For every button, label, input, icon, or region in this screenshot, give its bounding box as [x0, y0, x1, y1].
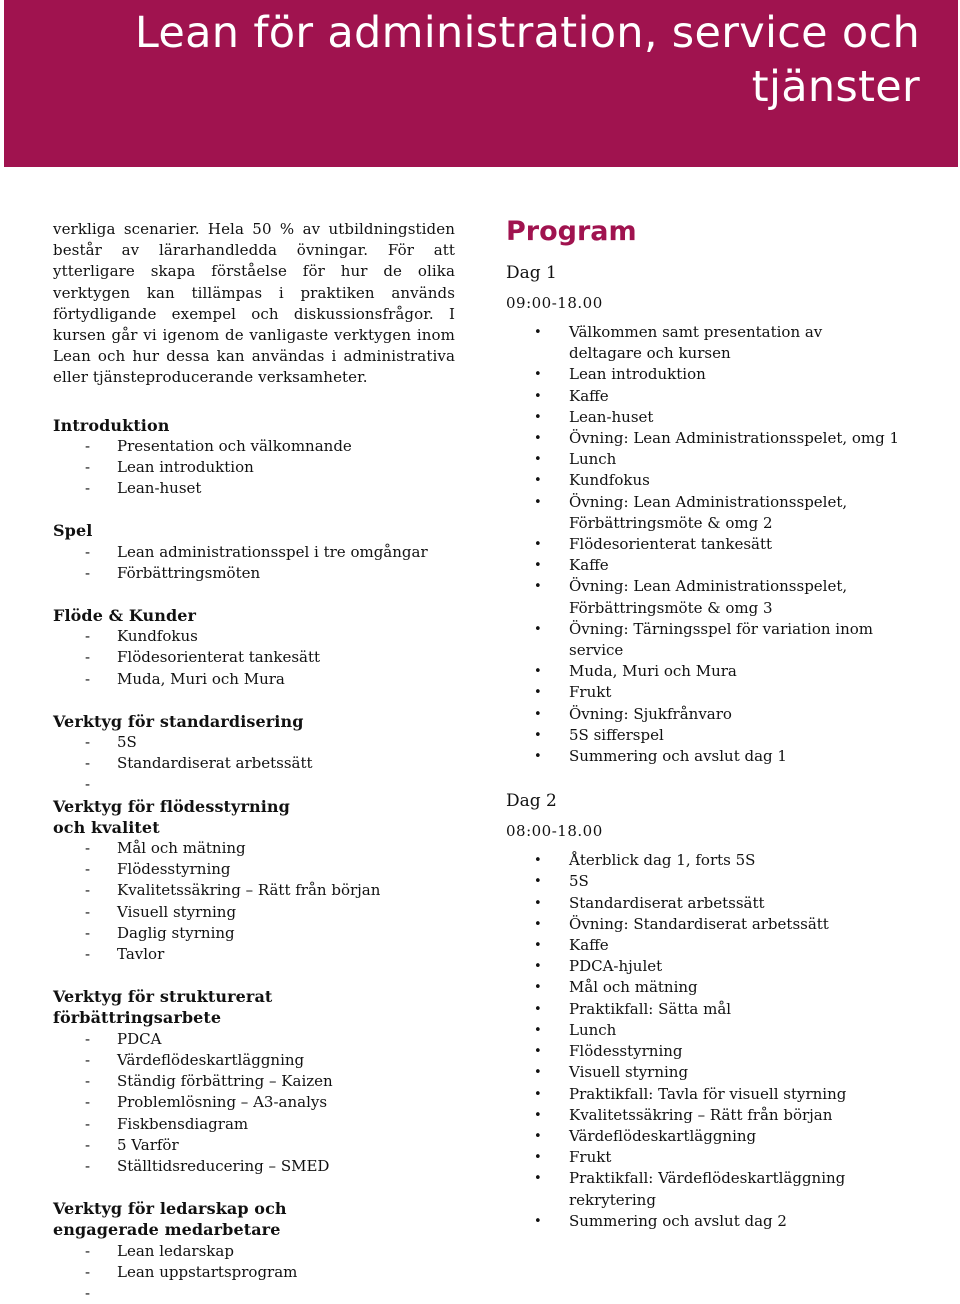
agenda-item	[506, 1126, 926, 1147]
agenda-item-text: Frukt	[569, 683, 612, 702]
section-list	[53, 732, 455, 796]
intro-paragraph: verkliga scenarier. Hela 50 % av utbildningstiden består av lärarhandledda övningar. För att ytterligare skapa förståelse för hur de olika verktygen kan tillämpas i praktiken används förtydligande exempel och diskussionsfrågor. I kursen går vi igenom de vanligaste verktygen inom Lean och hur dessa kan användas i administrativa eller tjänsteproducerande verksamheter.	[53, 220, 455, 387]
agenda-item	[506, 1168, 926, 1210]
section-heading-line-2: och kvalitet	[53, 817, 160, 837]
section-list	[53, 1241, 455, 1304]
agenda-item	[506, 704, 926, 725]
agenda-item	[506, 935, 926, 956]
section-heading-line-2: förbättringsarbete	[53, 1008, 222, 1028]
agenda-item-text: Muda, Muri och Mura	[569, 662, 737, 681]
list-item: - Flödesorienterat tankesätt	[53, 647, 455, 668]
agenda-item-text: Återblick dag 1, forts 5S	[569, 851, 756, 870]
day-1-agenda-list	[506, 322, 926, 767]
list-item: - 5 Varför	[53, 1135, 455, 1156]
agenda-item	[506, 661, 926, 682]
list-item: - Lean-huset	[53, 478, 455, 499]
agenda-item	[506, 893, 926, 914]
agenda-item	[506, 492, 926, 534]
section-list	[53, 626, 455, 690]
list-item: - Fiskbensdiagram	[53, 1114, 455, 1135]
agenda-item	[506, 1041, 926, 1062]
agenda-item-text: Välkommen samt presentation av	[569, 323, 823, 341]
section-flode-kunder	[53, 605, 455, 690]
list-item: - Lean introduktion	[53, 457, 455, 478]
agenda-item-text: Övning: Lean Administrationsspelet,	[569, 492, 848, 511]
section-spel	[53, 520, 455, 584]
list-item: - Lean ledarskap	[53, 1241, 455, 1262]
agenda-item	[506, 619, 926, 661]
agenda-item	[506, 977, 926, 998]
section-forbattringsarbete	[53, 986, 455, 1177]
agenda-item-text: Förbättringsmöte & omg 3	[569, 598, 773, 617]
agenda-item	[506, 1211, 926, 1232]
agenda-item	[506, 956, 926, 977]
section-list	[53, 1029, 455, 1177]
agenda-item-text: Flödesstyrning	[569, 1042, 683, 1061]
section-heading: Flöde & Kunder	[53, 606, 197, 626]
list-item: - PDCA	[53, 1029, 455, 1050]
section-heading: Verktyg för standardisering	[53, 711, 304, 731]
document-title	[60, 6, 920, 114]
agenda-item-text: Praktikfall: Värdeflödeskartläggning	[569, 1169, 846, 1188]
section-flodesstyrning-kvalitet	[53, 796, 455, 966]
list-item: - Ställtidsreducering – SMED	[53, 1156, 455, 1177]
section-list	[53, 838, 455, 965]
agenda-item-text: Flödesorienterat tankesätt	[569, 535, 773, 554]
agenda-item-text: Lunch	[569, 1020, 617, 1039]
agenda-item-text: Övning: Tärningsspel för variation inom	[569, 619, 874, 638]
agenda-item	[506, 871, 926, 892]
agenda-item-text: service	[569, 641, 624, 660]
agenda-item	[506, 725, 926, 746]
document-title-line-1: Lean för administration, service och	[134, 8, 920, 58]
day-2-block	[506, 788, 926, 1232]
section-list	[53, 436, 455, 500]
agenda-item	[506, 449, 926, 470]
section-ledarskap	[53, 1198, 455, 1304]
list-item: - Standardiserat arbetssätt	[53, 753, 455, 774]
list-item: - Lean uppstartsprogram	[53, 1262, 455, 1283]
agenda-item	[506, 428, 926, 449]
day-time: 09:00-18.00	[506, 294, 603, 312]
list-item: - Problemlösning – A3-analys	[53, 1092, 455, 1113]
course-content-column	[53, 219, 455, 1304]
list-item: - Flödesstyrning	[53, 859, 455, 880]
agenda-item-text: Övning: Sjukfrånvaro	[569, 704, 732, 723]
agenda-item-text: Mål och mätning	[569, 978, 698, 997]
section-heading-line-1: Verktyg för ledarskap och	[53, 1199, 287, 1219]
agenda-item	[506, 386, 926, 407]
agenda-item-text: Värdeflödeskartläggning	[569, 1126, 757, 1145]
day-time: 08:00-18.00	[506, 822, 603, 841]
list-item: - Kundfokus	[53, 626, 455, 647]
day-heading: Dag 1	[506, 263, 557, 283]
list-item: - Muda, Muri och Mura	[53, 669, 455, 690]
section-introduktion	[53, 415, 455, 500]
agenda-item-text: rekrytering	[569, 1190, 656, 1209]
agenda-item-text: 5S sifferspel	[569, 725, 664, 744]
agenda-item-text: Praktikfall: Sätta mål	[569, 999, 732, 1018]
list-item: - Visuell styrning	[53, 902, 455, 923]
agenda-item-text: Lean introduktion	[569, 365, 706, 384]
agenda-item	[506, 1147, 926, 1168]
agenda-item-text: Lunch	[569, 450, 617, 469]
agenda-item	[506, 1105, 926, 1126]
agenda-item	[506, 407, 926, 428]
agenda-item-text: Förbättringsmöte & omg 2	[569, 513, 773, 532]
program-title: Program	[506, 216, 637, 247]
agenda-item	[506, 322, 926, 364]
document-title-line-2: tjänster	[751, 62, 920, 112]
agenda-item-text: Övning: Lean Administrationsspelet, omg 1	[569, 429, 900, 448]
list-item	[53, 774, 455, 795]
agenda-item-text: Praktikfall: Tavla för visuell styrning	[569, 1084, 847, 1103]
agenda-item-text: Kaffe	[569, 386, 609, 405]
agenda-item-text: Lean-huset	[569, 407, 654, 426]
agenda-item	[506, 1062, 926, 1083]
agenda-item-text: Kvalitetssäkring – Rätt från början	[569, 1105, 833, 1124]
agenda-item-text: 5S	[569, 872, 589, 891]
agenda-item	[506, 999, 926, 1020]
list-item: - Presentation och välkomnande	[53, 436, 455, 457]
agenda-item-text: Summering och avslut dag 1	[569, 747, 787, 766]
agenda-item	[506, 1084, 926, 1105]
list-item: - Kvalitetssäkring – Rätt från början	[53, 880, 455, 901]
agenda-item	[506, 682, 926, 703]
agenda-item-text: Standardiserat arbetssätt	[569, 893, 765, 912]
agenda-item-text: Summering och avslut dag 2	[569, 1211, 787, 1230]
day-heading: Dag 2	[506, 791, 557, 812]
section-standardisering	[53, 711, 455, 796]
list-item: - Daglig styrning	[53, 923, 455, 944]
program-column	[506, 214, 926, 1232]
list-item: - Ständig förbättring – Kaizen	[53, 1071, 455, 1092]
agenda-item-text: PDCA-hjulet	[569, 957, 663, 976]
section-heading	[53, 796, 455, 838]
section-heading	[53, 986, 455, 1028]
title-banner	[4, 0, 958, 167]
agenda-item-text: Kundfokus	[569, 471, 650, 490]
list-item: - Förbättringsmöten	[53, 563, 455, 584]
agenda-item-text: Visuell styrning	[569, 1063, 689, 1082]
list-item: - Tavlor	[53, 944, 455, 965]
agenda-item	[506, 470, 926, 491]
agenda-item-text: Övning: Lean Administrationsspelet,	[569, 577, 848, 596]
list-item: - Värdeflödeskartläggning	[53, 1050, 455, 1071]
section-heading: Introduktion	[53, 415, 170, 435]
agenda-item-text: deltagare och kursen	[569, 344, 731, 363]
agenda-item	[506, 534, 926, 555]
section-heading-line-1: Verktyg för strukturerat	[53, 987, 273, 1007]
list-item: - Lean administrationsspel i tre omgångar	[53, 542, 455, 563]
day-2-agenda-list	[506, 850, 926, 1232]
agenda-item-text: Frukt	[569, 1148, 612, 1167]
agenda-item	[506, 850, 926, 871]
agenda-item	[506, 555, 926, 576]
day-1-block	[506, 260, 926, 767]
section-heading	[53, 1198, 455, 1240]
agenda-item-text: Övning: Standardiserat arbetssätt	[569, 914, 829, 933]
agenda-item	[506, 1020, 926, 1041]
section-list	[53, 542, 455, 584]
section-heading: Spel	[53, 521, 93, 541]
section-heading-line-1: Verktyg för flödesstyrning	[53, 796, 290, 816]
agenda-item	[506, 364, 926, 385]
agenda-item	[506, 576, 926, 618]
agenda-item-text: Kaffe	[569, 556, 609, 575]
agenda-item-text: Kaffe	[569, 936, 609, 955]
list-item	[53, 1283, 455, 1304]
list-item: - 5S	[53, 732, 455, 753]
section-heading-line-2: engagerade medarbetare	[53, 1220, 281, 1240]
list-item: - Mål och mätning	[53, 838, 455, 859]
agenda-item	[506, 746, 926, 767]
agenda-item	[506, 914, 926, 935]
